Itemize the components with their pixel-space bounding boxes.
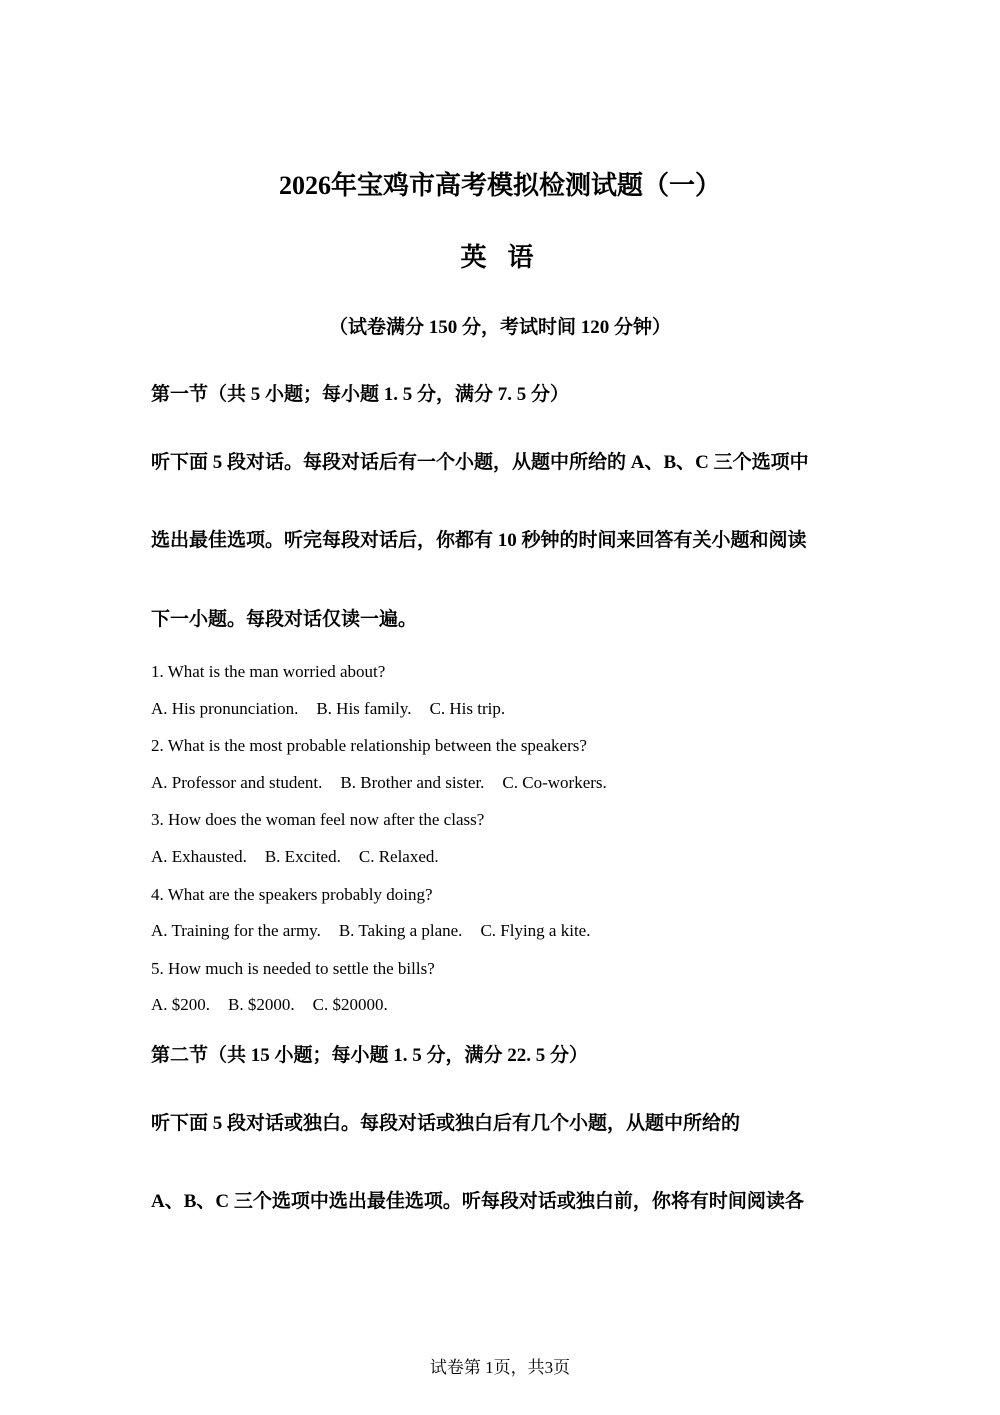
- option-c: C. Relaxed.: [358, 847, 439, 866]
- option-b: B. Taking a plane.: [338, 921, 463, 940]
- section2-instruction-line: 听下面 5 段对话或独白。每段对话或独白后有几个小题，从题中所给的: [151, 1113, 741, 1134]
- question-stem: 1. What is the man worried about?: [151, 662, 386, 681]
- question-options: [151, 845, 457, 869]
- option-c: C. $20000.: [312, 995, 388, 1014]
- exam-title: 2026年宝鸡市高考模拟检测试题（一）: [278, 171, 721, 200]
- option-b: B. Excited.: [264, 847, 341, 866]
- option-a: A. Professor and student.: [151, 773, 323, 792]
- section1-instruction-line: 选出最佳选项。听完每段对话后，你都有 10 秒钟的时间来回答有关小题和阅读: [151, 530, 807, 551]
- section2-instruction-line: A、B、C 三个选项中选出最佳选项。听每段对话或独白前，你将有时间阅读各: [151, 1191, 804, 1212]
- option-c: C. Flying a kite.: [480, 921, 591, 940]
- option-b: B. His family.: [316, 699, 412, 718]
- exam-meta: （试卷满分 150 分，考试时间 120 分钟）: [328, 317, 671, 338]
- section2-heading: 第二节（共 15 小题；每小题 1. 5 分，满分 22. 5 分）: [151, 1045, 589, 1066]
- question-stem: 4. What are the speakers probably doing?: [151, 885, 433, 904]
- page-footer: 试卷第 1页，共3页: [429, 1358, 571, 1377]
- question-stem: 2. What is the most probable relationship between the speakers?: [151, 736, 587, 755]
- question-options: [151, 697, 523, 721]
- section1-heading: 第一节（共 5 小题；每小题 1. 5 分，满分 7. 5 分）: [151, 384, 570, 405]
- option-b: B. $2000.: [228, 995, 295, 1014]
- option-a: A. His pronunciation.: [151, 699, 299, 718]
- option-c: C. His trip.: [429, 699, 506, 718]
- question-stem: 3. How does the woman feel now after the class?: [151, 810, 485, 829]
- option-a: A. $200.: [151, 995, 211, 1014]
- question-options: [151, 993, 406, 1017]
- option-c: C. Co-workers.: [502, 773, 607, 792]
- question-options: [151, 771, 625, 795]
- option-a: A. Exhausted.: [151, 847, 247, 866]
- question-stem: 5. How much is needed to settle the bills?: [151, 959, 435, 978]
- section1-instruction-line: 下一小题。每段对话仅读一遍。: [151, 609, 418, 630]
- subject-title: 英 语: [460, 243, 540, 273]
- option-a: A. Training for the army.: [151, 921, 321, 940]
- question-options: [151, 919, 608, 943]
- section1-instruction-line: 听下面 5 段对话。每段对话后有一个小题，从题中所给的 A、B、C 三个选项中: [151, 452, 809, 473]
- option-b: B. Brother and sister.: [340, 773, 485, 792]
